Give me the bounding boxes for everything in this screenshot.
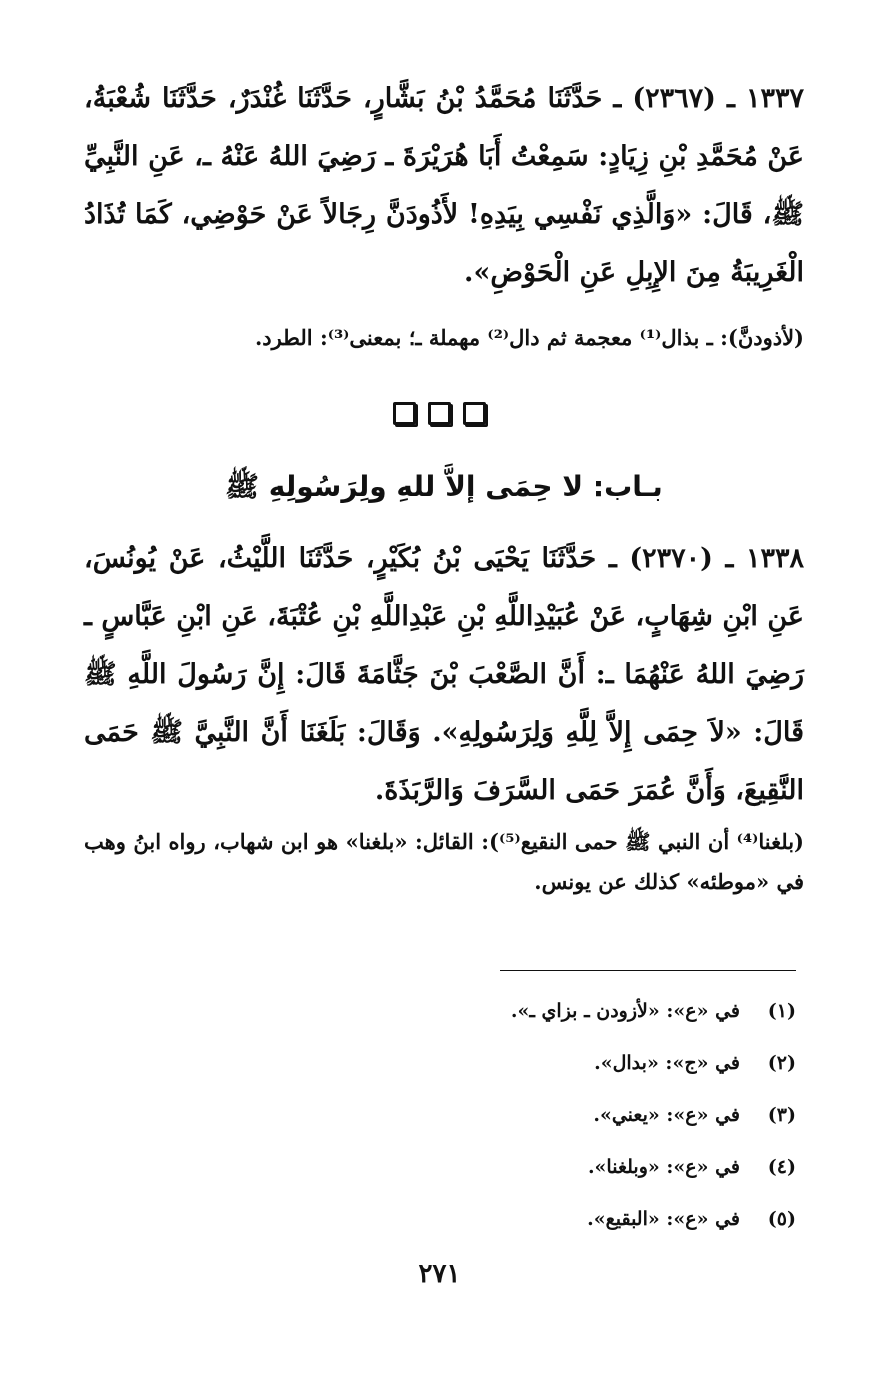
hadith-1337-text: ١٣٣٧ ـ (٢٣٦٧) ـ حَدَّثَنَا مُحَمَّدُ بْنُ بَشَّارٍ، حَدَّثَنَا غُنْدَرٌ، حَدَّثَنَا شُعْبَةُ، عَنْ مُحَمَّدِ بْنِ زِيَادٍ: سَمِعْتُ أَبَا هُرَيْرَةَ ـ رَضِيَ اللهُ عَنْهُ ـ، عَنِ النَّبِيِّ ﷺ، قَالَ: «وَالَّذِي نَفْسِي بِيَدِهِ! لأَذُودَنَّ رِجَالاً عَنْ حَوْضِي، كَمَا تُذَادُ الْغَرِيبَةُ مِنَ الإِبِلِ عَنِ الْحَوْضِ».: [84, 83, 804, 288]
divider-square-icon: [393, 402, 416, 425]
hadith-1338-text: ١٣٣٨ ـ (٢٣٧٠) ـ حَدَّثَنَا يَحْيَى بْنُ بُكَيْرٍ، حَدَّثَنَا اللَّيْثُ، عَنْ يُونُسَ، عَنِ ابْنِ شِهَابٍ، عَنْ عُبَيْدِاللَّهِ بْنِ عَبْدِاللَّهِ بْنِ عُتْبَةَ، عَنِ ابْنِ عَبَّاسٍ ـ رَضِيَ اللهُ عَنْهُمَا ـ: أَنَّ الصَّعْبَ بْنَ جَثَّامَةَ قَالَ: إِنَّ رَسُولَ اللَّهِ ﷺ قَالَ: «لاَ حِمَى إِلاَّ لِلَّهِ وَلِرَسُولِهِ». وَقَالَ: بَلَغَنَا أَنَّ النَّبِيَّ ﷺ حَمَى النَّقِيعَ، وَأَنَّ عُمَرَ حَمَى السَّرَفَ وَالرَّبَذَةَ.: [84, 543, 804, 806]
footnote-number: (٢): [767, 1052, 796, 1074]
footnote-separator-line: [500, 970, 796, 971]
footnote-text: في «ع»: «يعني».: [593, 1104, 740, 1126]
footnote-number: (٥): [767, 1208, 796, 1230]
divider-square-icon: [428, 402, 451, 425]
footnote-item: [84, 1193, 804, 1245]
footnote-item: [84, 985, 804, 1037]
commentary-note-2: (بلغنا⁽⁴⁾ أن النبي ﷺ حمى النقيع⁽⁵⁾): القائل: «بلغنا» هو ابن شهاب، رواه ابنُ وهب في «موطئه» كذلك عن يونس.: [84, 829, 804, 894]
footnote-number: (٤): [767, 1156, 796, 1178]
footnote-text: في «ع»: «لأزودن ـ بزاي ـ».: [510, 1000, 740, 1022]
footnote-text: في «ع»: «وبلغنا».: [587, 1156, 740, 1178]
divider-square-icon: [463, 402, 486, 425]
footnote-number: (١): [767, 1000, 796, 1022]
commentary-note-1: (لأذودنَّ): ـ بذال⁽¹⁾ معجمة ثم دال⁽²⁾ مهملة ـ؛ بمعنى⁽³⁾: الطرد.: [254, 325, 804, 350]
section-divider: [0, 402, 879, 429]
footnote-text: في «ع»: «البقيع».: [587, 1208, 740, 1230]
page-number: ٢٧١: [418, 1259, 461, 1289]
footnote-text: في «ج»: «بدال».: [594, 1052, 740, 1074]
footnote-item: [84, 1037, 804, 1089]
footnote-item: [84, 1089, 804, 1141]
footnote-item: [84, 1141, 804, 1193]
footnotes-list: [84, 985, 804, 1245]
footnote-number: (٣): [767, 1104, 796, 1126]
chapter-heading: بـاب: لا حِمَى إلاَّ للهِ ولِرَسُولِهِ ﷺ: [225, 470, 663, 503]
